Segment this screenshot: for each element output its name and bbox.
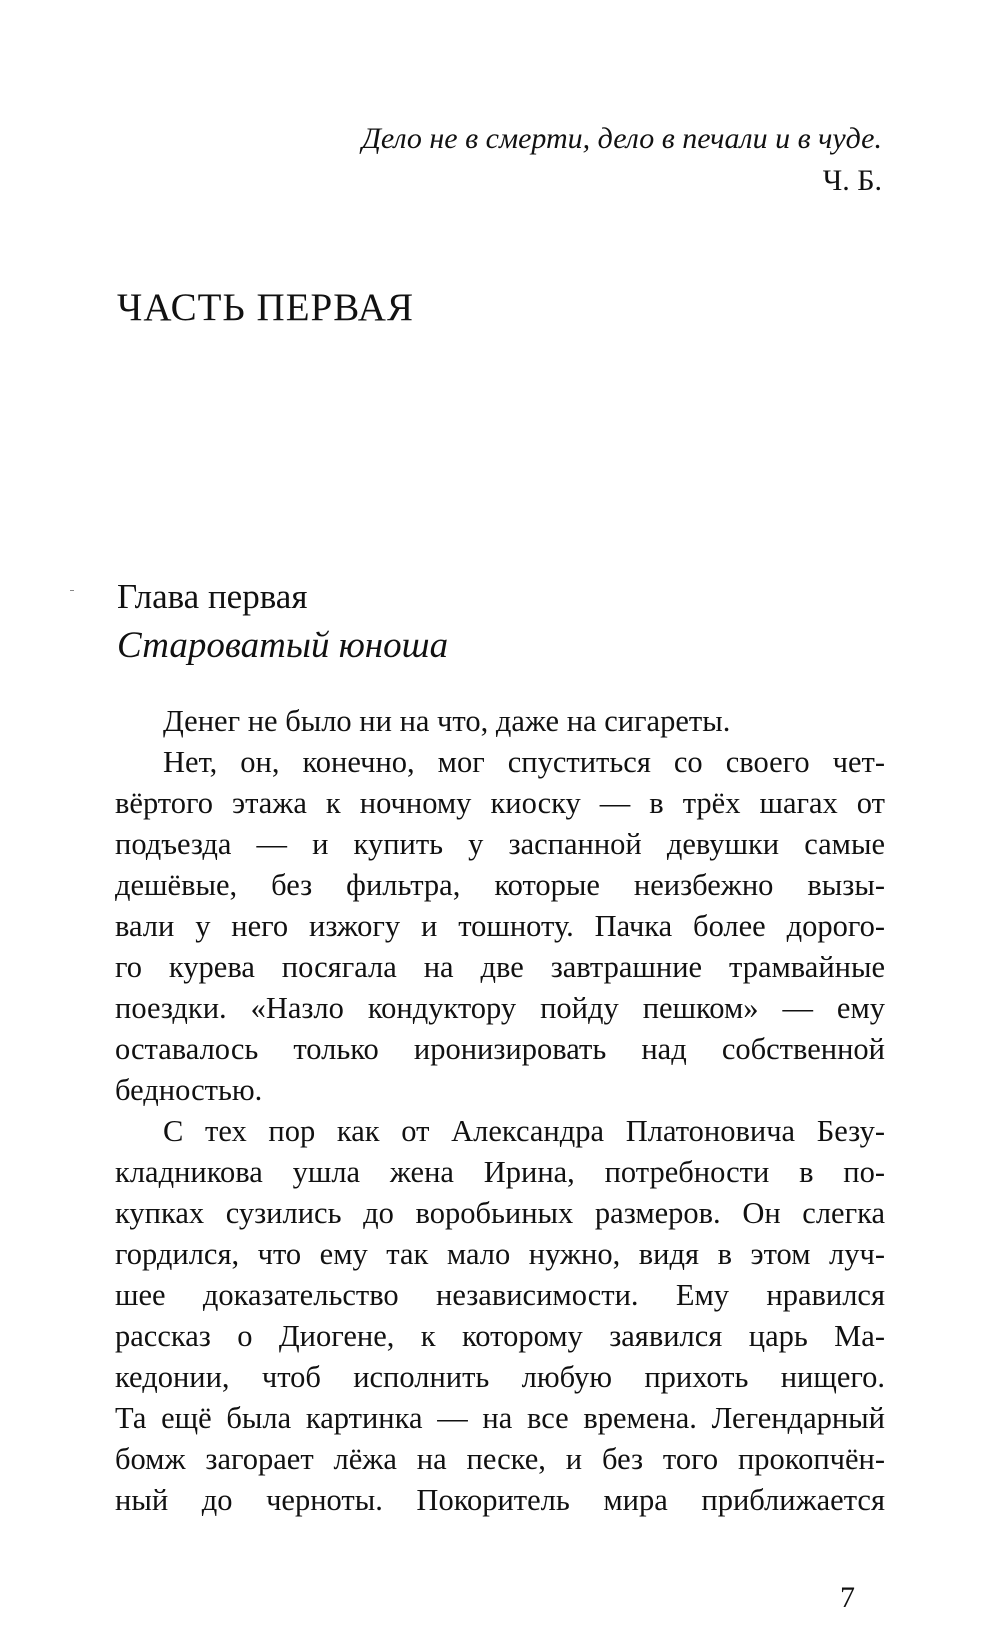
paragraph-line: оставалось только иронизировать над собственной xyxy=(115,1032,885,1066)
paragraph-line: подъезда — и купить у заспанной девушки самые xyxy=(115,827,885,861)
epigraph-text: Дело не в смерти, дело в печали и в чуде. xyxy=(361,122,882,155)
paragraph-line: дешёвые, без фильтра, которые неизбежно вызы- xyxy=(115,868,885,902)
page-number: 7 xyxy=(840,1581,855,1614)
paragraph-line: С тех пор как от Александра Платоновича Безу- xyxy=(163,1114,885,1148)
paragraph-3 xyxy=(115,1111,885,1521)
paragraph-line: вёртого этажа к ночному киоску — в трёх шагах от xyxy=(115,786,885,820)
paragraph-line: Та ещё была картинка — на все времена. Легендарный xyxy=(115,1401,885,1435)
paragraph-line: бомж загорает лёжа на песке, и без того прокопчён- xyxy=(115,1442,885,1476)
part-title: ЧАСТЬ ПЕРВАЯ xyxy=(117,286,414,329)
paragraph-line: купках сузились до воробьиных размеров. Он слегка xyxy=(115,1196,885,1230)
paragraph-line: вали у него изжогу и тошноту. Пачка более дорого- xyxy=(115,909,885,943)
paragraph-2 xyxy=(115,742,885,1111)
epigraph xyxy=(182,118,882,202)
paragraph-line: рассказ о Диогене, к которому заявился царь Ма- xyxy=(115,1319,885,1353)
paragraph-line: ный до черноты. Покоритель мира приближается xyxy=(115,1483,885,1517)
chapter-title: Староватый юноша xyxy=(117,625,449,666)
paragraph-line: поездки. «Назло кондуктору пойду пешком» — ему xyxy=(115,991,885,1025)
paragraph-line: Нет, он, конечно, мог спуститься со своего чет- xyxy=(163,745,885,779)
paragraph-line: Денег не было ни на что, даже на сигареты. xyxy=(163,704,731,738)
chapter-number: Глава первая xyxy=(117,577,308,616)
paragraph-1 xyxy=(115,701,885,742)
body-text xyxy=(115,701,885,1521)
paragraph-line: го курева посягала на две завтрашние трамвайные xyxy=(115,950,885,984)
paragraph-line: кедонии, чтоб исполнить любую прихоть нищего. xyxy=(115,1360,885,1394)
paragraph-line: шее доказательство независимости. Ему нравился xyxy=(115,1278,885,1312)
epigraph-author: Ч. Б. xyxy=(822,164,882,197)
paragraph-line: бедностью. xyxy=(115,1073,263,1107)
paragraph-line: кладникова ушла жена Ирина, потребности в по- xyxy=(115,1155,885,1189)
paragraph-line: гордился, что ему так мало нужно, видя в этом луч- xyxy=(115,1237,885,1271)
stray-mark xyxy=(70,590,74,591)
